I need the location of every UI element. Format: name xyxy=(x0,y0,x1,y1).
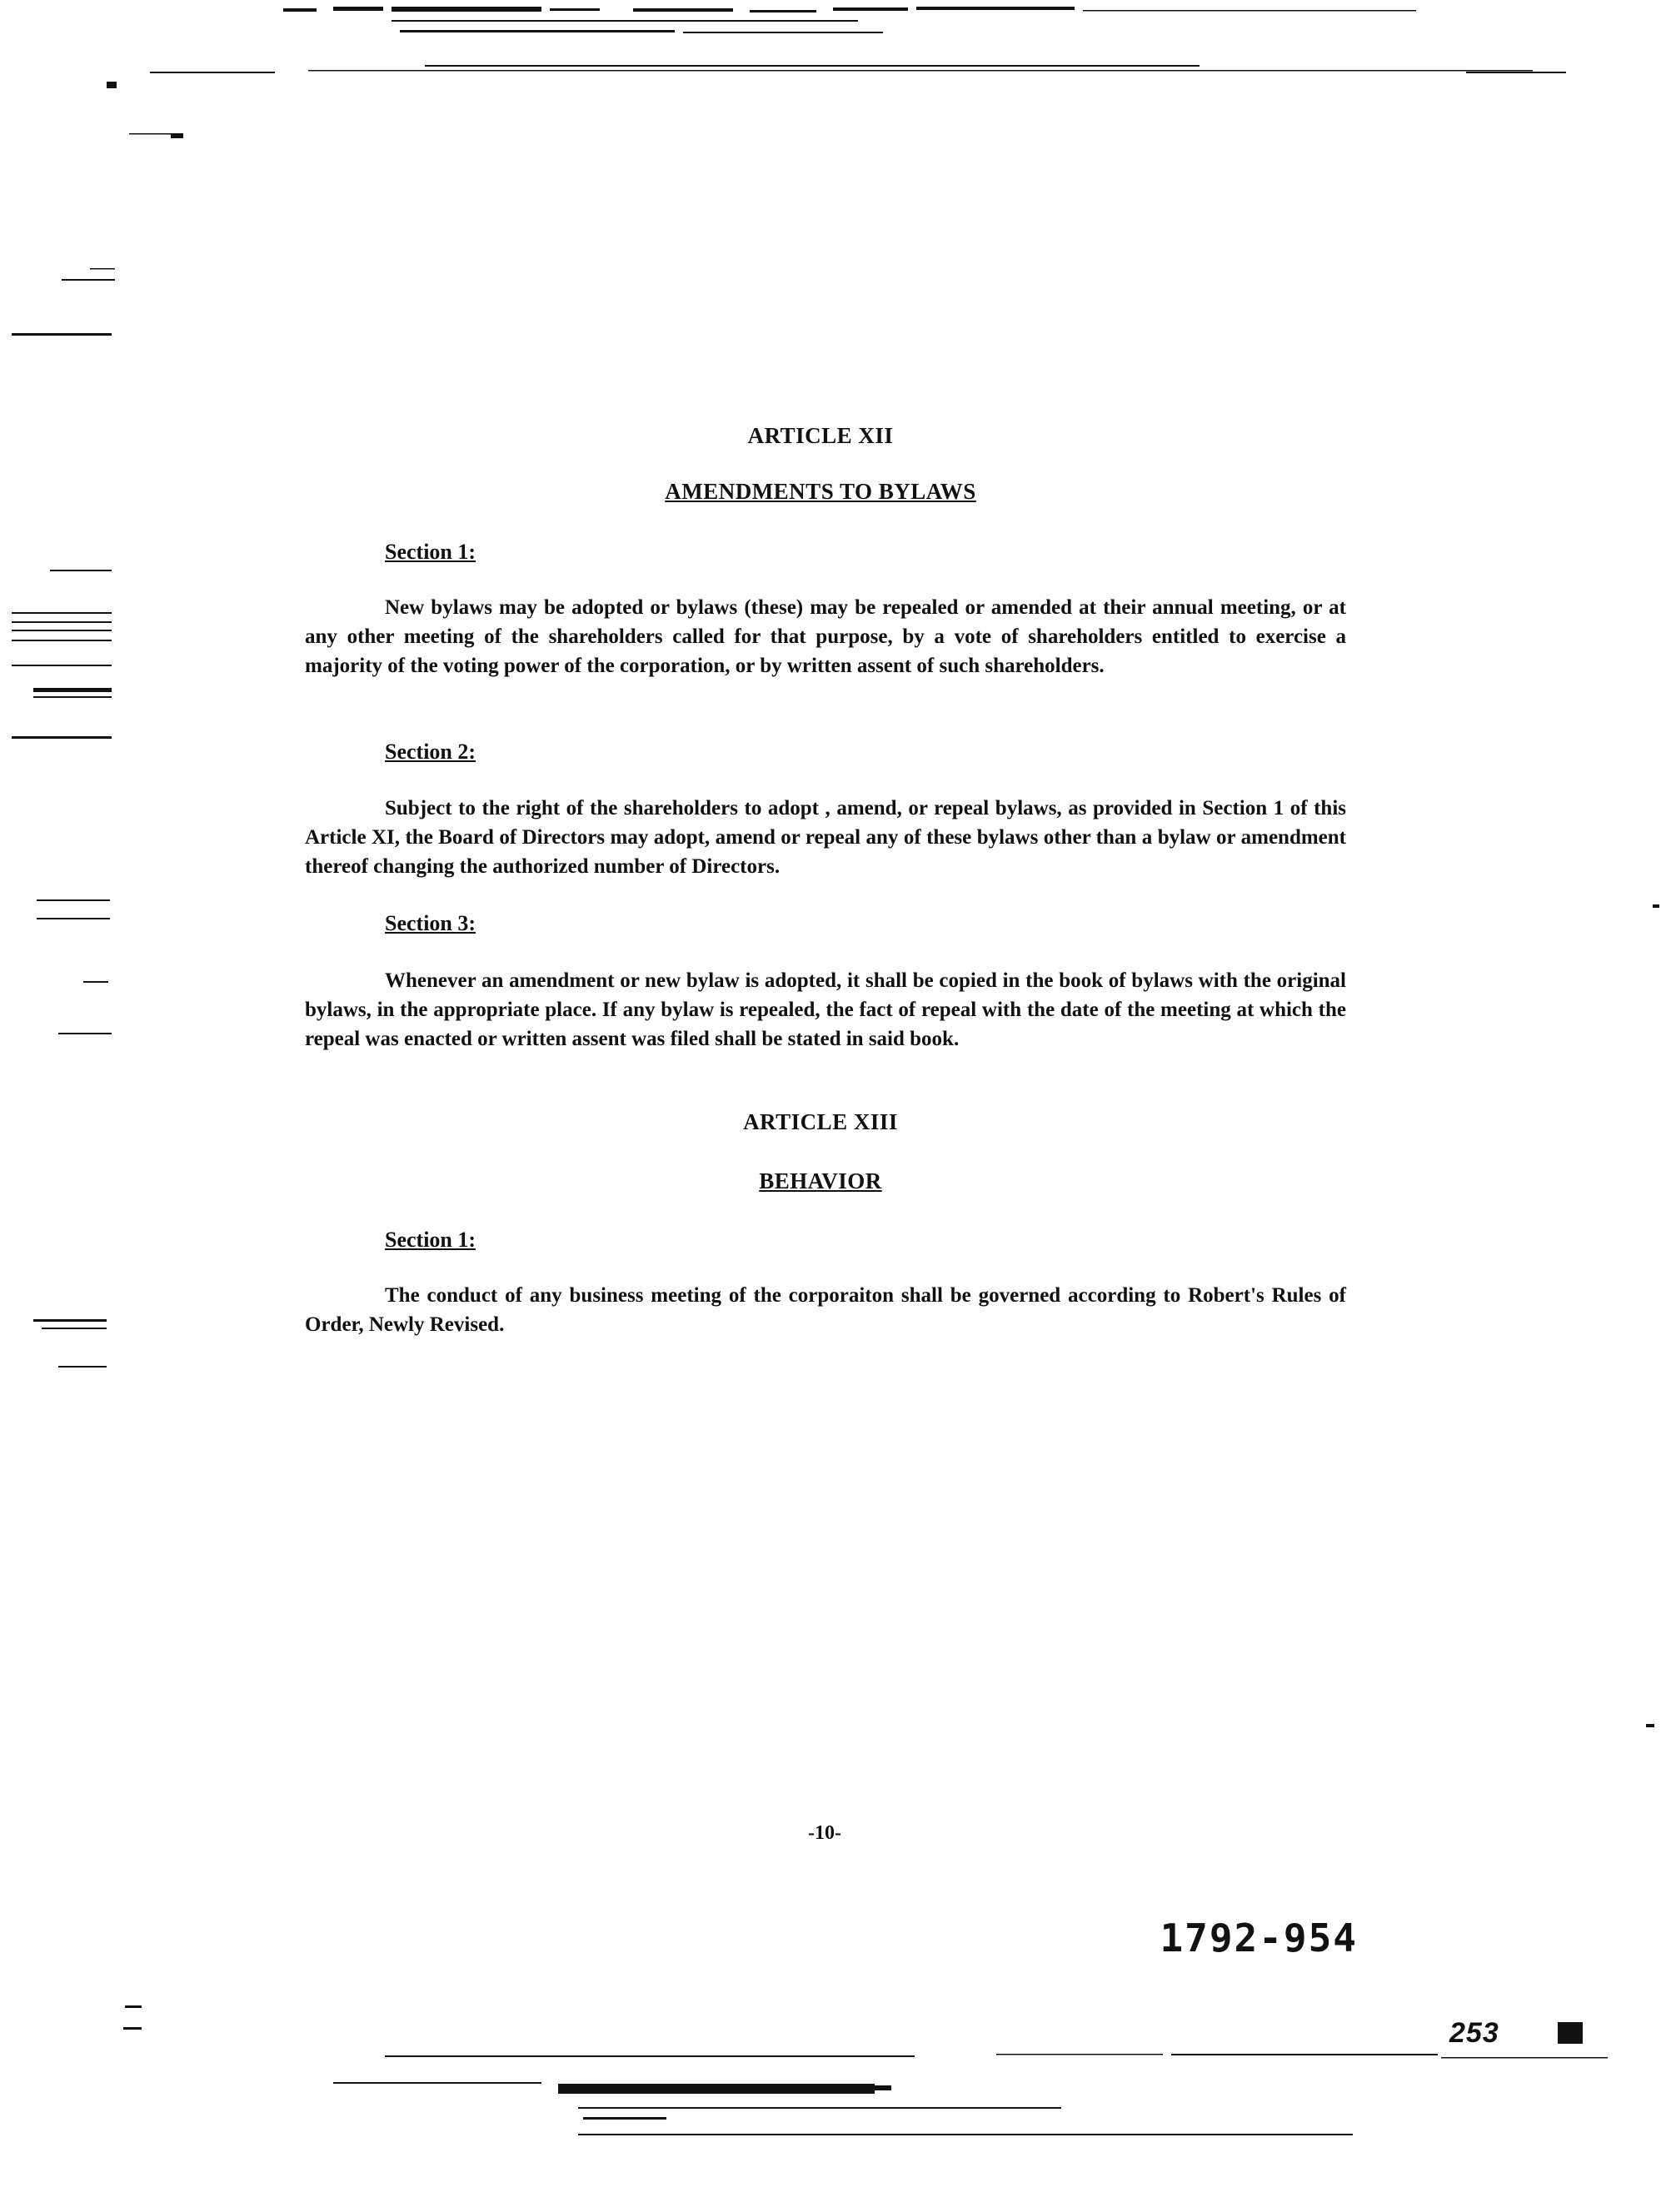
article-xiii-title: BEHAVIOR xyxy=(759,1168,882,1193)
article-xii-section-3-label: Section 3: xyxy=(385,911,476,935)
article-xiii-section-1-label: Section 1: xyxy=(385,1228,476,1252)
article-xii-heading: ARTICLE XII xyxy=(747,423,894,448)
article-xiii-heading: ARTICLE XIII xyxy=(743,1109,898,1134)
article-xii-section-3-text: Whenever an amendment or new bylaw is adopted, it shall be copied in the book of bylaws with the original bylaws, in the appropriate place. If any bylaw is repealed, the fact of repeal with the date of the meeting at which the repeal was enacted or written assent was filed shall be stated in said book. xyxy=(305,969,1346,1050)
document-number: 1792-954 xyxy=(1160,1916,1358,1960)
article-xiii-section-1-text: The conduct of any business meeting of the corporaiton shall be governed according to Robert's Rules of Order, Newly Revised. xyxy=(305,1284,1346,1336)
article-xii-section-1-label: Section 1: xyxy=(385,540,476,564)
article-xii-section-1-text: New bylaws may be adopted or bylaws (these) may be repealed or amended at their annual meeting, or at any other meeting of the shareholders called for that purpose, by a vote of shareholders entitled to exercise a majority of the voting power of the corporation, or by written assent of such shareholders. xyxy=(305,596,1346,677)
page-stamp: 253 xyxy=(1449,2017,1499,2049)
article-xii-title: AMENDMENTS TO BYLAWS xyxy=(665,479,976,504)
page-number: -10- xyxy=(808,1822,841,1844)
article-xii-section-2-label: Section 2: xyxy=(385,740,476,764)
article-xii-section-2-text: Subject to the right of the shareholders to adopt , amend, or repeal bylaws, as provided in Section 1 of this Article XI, the Board of Directors may adopt, amend or repeal any of these bylaws other than a bylaw or amendment thereof changing the authorized number of Directors. xyxy=(305,797,1346,878)
